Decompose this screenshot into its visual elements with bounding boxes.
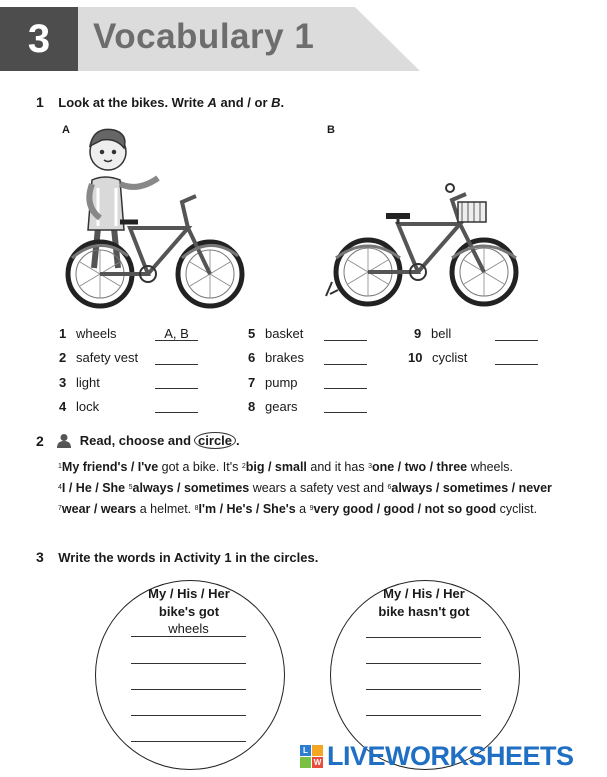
instruction-text: Read, choose and <box>79 433 192 448</box>
vocab-item-7: 7 pump <box>248 375 298 390</box>
page-title: Vocabulary 1 <box>93 17 315 56</box>
liveworksheets-logo-icon: L W <box>300 745 323 768</box>
choice-4[interactable]: I / He / She <box>61 481 126 495</box>
picture-label-a: A <box>62 124 70 136</box>
vocab-item-5: 5 basket <box>248 326 304 341</box>
answer-input-8[interactable] <box>324 398 367 413</box>
answer-input-7[interactable] <box>324 374 367 389</box>
instruction-text: Look at the bikes. Write A and / or B. <box>58 95 285 110</box>
has-got-line-5[interactable] <box>131 740 246 742</box>
hasnt-got-line-3[interactable] <box>366 688 481 690</box>
choice-3[interactable]: one / two / three <box>371 460 468 474</box>
picture-label-b: B <box>327 124 335 136</box>
answer-input-5[interactable] <box>324 326 367 341</box>
vocab-item-10: 10 cyclist <box>408 350 468 365</box>
choice-1[interactable]: My friend's / I've <box>61 460 159 474</box>
reading-text: $^1$My friend's / I've got a bike. It's $^2$big / small and it has $^3$one / two / three wheels. $^4$I / He / She $^5$always / sometimes wears a safety vest and $^6$always / sometimes / never $^7$wear / wears a helmet. $^8$I'm / He's / She's a $^9$very good / good / not so good cyclist. <box>58 460 552 516</box>
has-got-title: My / His / Her bike's got <box>148 586 230 619</box>
has-got-line-2[interactable] <box>131 662 246 664</box>
answer-input-3[interactable] <box>155 374 198 389</box>
answer-input-2[interactable] <box>155 350 198 365</box>
exercise-number: 2 <box>36 432 44 449</box>
exercise-1-instruction <box>36 94 284 112</box>
person-icon <box>56 433 72 449</box>
vocab-item-6: 6 brakes <box>248 350 305 365</box>
vocab-item-3: 3 light <box>59 375 100 390</box>
answer-input-1[interactable]: A, B <box>155 326 198 341</box>
bike-b-illustration <box>322 178 522 314</box>
liveworksheets-brand: LIVEWORKSHEETS <box>327 741 574 771</box>
exercise-number: 3 <box>36 549 44 565</box>
vocab-item-2: 2 safety vest <box>59 350 139 365</box>
instruction-text: Write the words in Activity 1 in the circles. <box>58 550 319 565</box>
vocab-item-4: 4 lock <box>59 399 100 414</box>
has-got-line-1[interactable]: wheels <box>131 621 246 637</box>
hasnt-got-line-4[interactable] <box>366 714 481 716</box>
choice-2[interactable]: big / small <box>245 460 307 474</box>
exercise-number: 1 <box>36 94 44 110</box>
has-got-line-3[interactable] <box>131 688 246 690</box>
hasnt-got-line-2[interactable] <box>366 662 481 664</box>
has-got-line-4[interactable] <box>131 714 246 716</box>
choice-8[interactable]: I'm / He's / She's <box>198 502 296 516</box>
answer-input-4[interactable] <box>155 398 198 413</box>
choice-9[interactable]: very good / good / not so good <box>313 502 497 516</box>
unit-number-badge: 3 <box>0 7 78 71</box>
answer-input-6[interactable] <box>324 350 367 365</box>
choice-7[interactable]: wear / wears <box>61 502 137 516</box>
circle-word: circle <box>194 432 236 449</box>
liveworksheets-watermark <box>300 741 574 772</box>
vocab-item-9: 9 bell <box>414 326 452 341</box>
hasnt-got-title: My / His / Her bike hasn't got <box>378 586 470 619</box>
exercise-2-instruction: 2 Read, choose and circle . <box>36 432 240 449</box>
exercise-3-instruction <box>36 549 318 567</box>
answer-input-9[interactable] <box>495 326 538 341</box>
vocab-item-1: 1 wheels <box>59 326 117 341</box>
choice-5[interactable]: always / sometimes <box>132 481 250 495</box>
answer-input-10[interactable] <box>495 350 538 365</box>
vocab-item-8: 8 gears <box>248 399 298 414</box>
boy-with-bike-a-illustration <box>58 118 258 314</box>
hasnt-got-line-1[interactable] <box>366 636 481 638</box>
choice-6[interactable]: always / sometimes / never <box>391 481 552 495</box>
